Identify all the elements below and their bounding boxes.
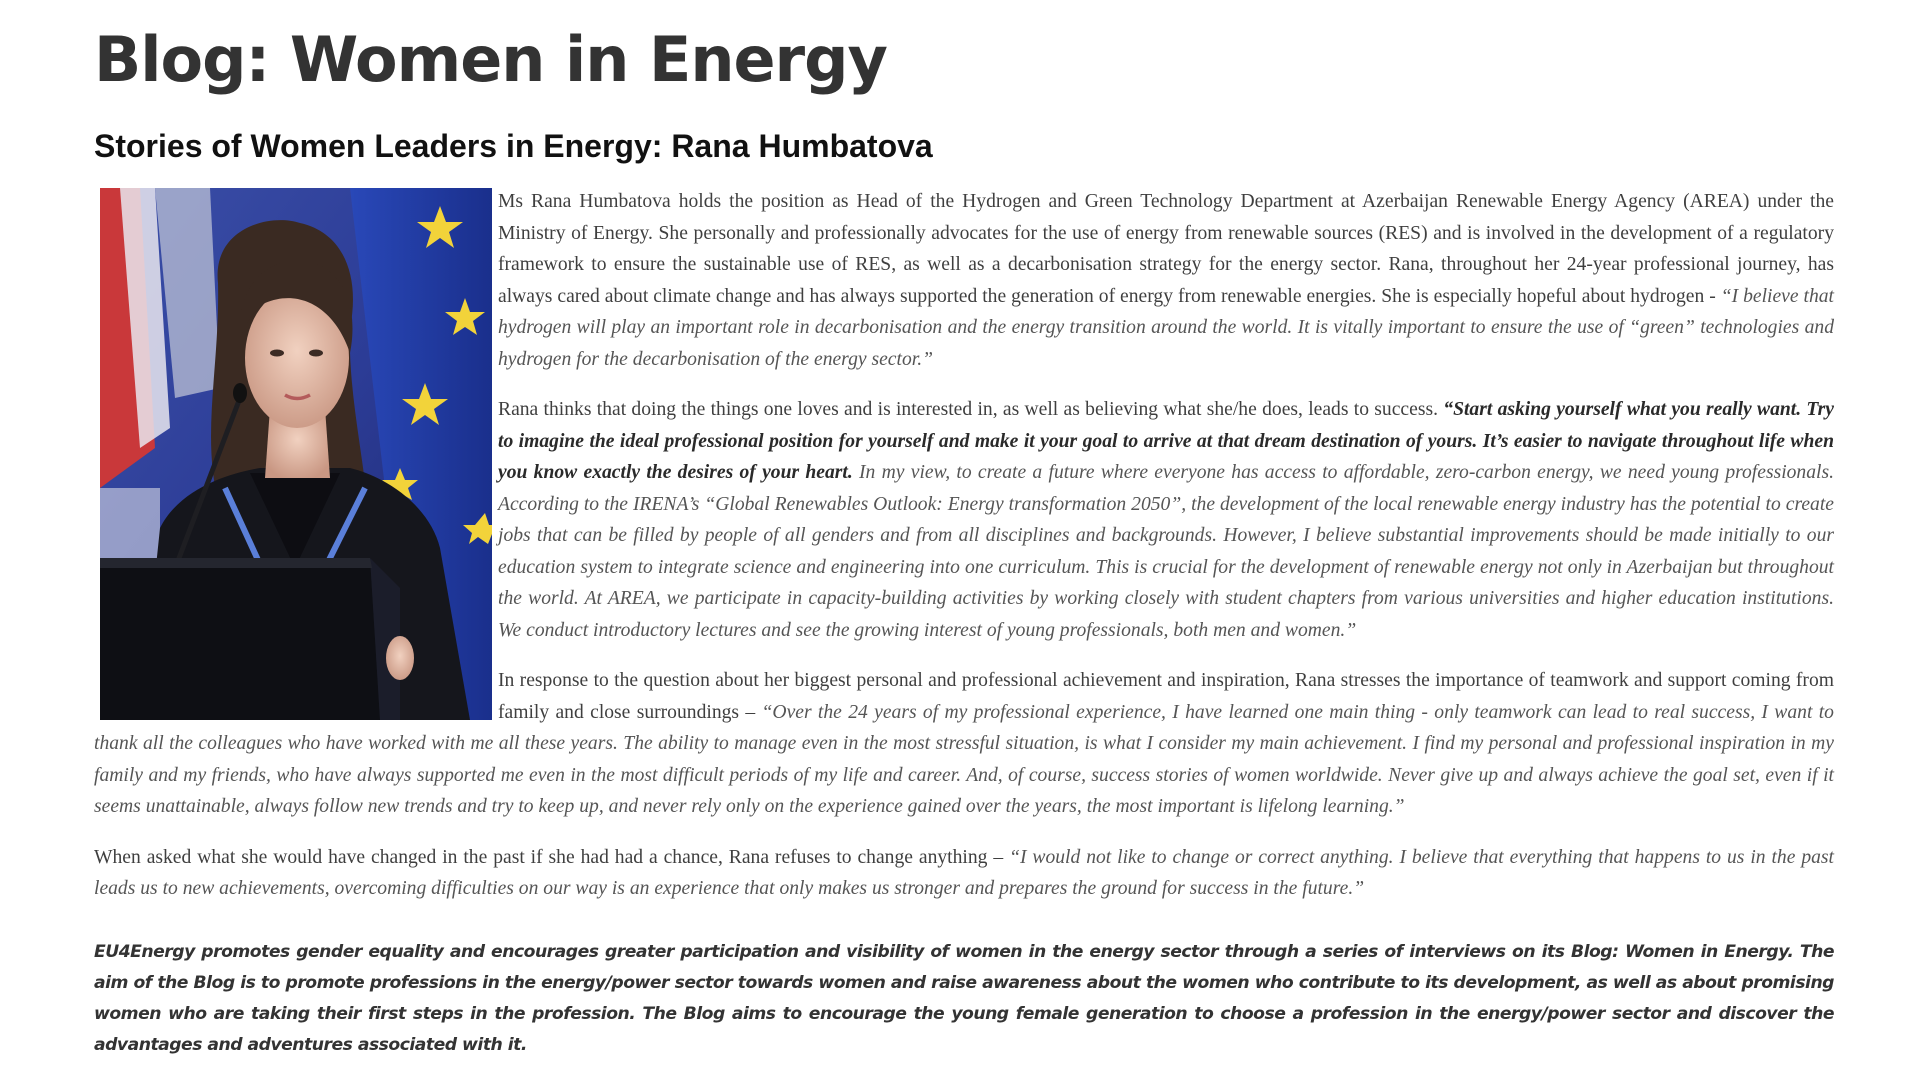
- paragraph-1-text: Ms Rana Humbatova holds the position as Head of the Hydrogen and Green Technology Department at Azerbaijan Renewable Energy Agency (AREA) under the Ministry of Energy. She personally and professionally advocates for the use of energy from renewable sources (RES) and is involved in the development of a regulatory framework to ensure the sustainable use of RES, as well as a decarbonisation strategy for the energy sector. Rana, throughout her 24-year professional journey, has always cared about climate change and has always supported the generation of energy from renewable energies. She is especially hopeful about hydrogen -: [498, 191, 1834, 307]
- paragraph-2-bold-quote: “Start asking yourself what you really want. Try to imagine the ideal professional position for yourself and make it your goal to arrive at that dream destination of yours. It’s easier to navigate throughout life when you know exactly the desires of your heart.: [498, 399, 1834, 483]
- story-title: Stories of Women Leaders in Energy: Rana Humbatova: [94, 128, 933, 164]
- paragraph-2-quote: In my view, to create a future where everyone has access to affordable, zero-carbon energy, we need young professionals. According to the IRENA’s “Global Renewables Outlook: Energy transformation 2050”, the development of the local renewable energy industry has the potential to create jobs that can be filled by people of all genders and from all disciplines and backgrounds. However, I believe substantial improvements should be made initially to our education system to integrate science and engineering into one curriculum. This is crucial for the development of renewable energy not only in Azerbaijan but throughout the world. At AREA, we participate in capacity-building activities by working closely with student chapters from various universities and higher education institutions. We conduct introductory lectures and see the growing interest of young professionals, both men and women.”: [498, 462, 1834, 641]
- paragraph-2-text: Rana thinks that doing the things one loves and is interested in, as well as believing what she/he does, leads to success.: [498, 399, 1444, 420]
- paragraph-3-text: In response to the question about her biggest personal and professional achievement and inspiration, Rana stresses the importance of teamwork and support coming from family and close surroundings –: [498, 670, 1834, 723]
- paragraph-1-quote: “I believe that hydrogen will play an important role in decarbonisation and the energy transition around the world. It is vitally important to ensure the use of “green” technologies and hydrogen for the decarbonisation of the energy sector.”: [498, 285, 1834, 370]
- paragraph-4: [94, 842, 1834, 905]
- paragraph-4-text: When asked what she would have changed in the past if she had had a chance, Rana refuses to change anything –: [94, 846, 1010, 868]
- paragraph-3-quote: “Over the 24 years of my professional experience, I have learned one main thing - only teamwork can lead to real success, I want to thank all the colleagues who have worked with me all these years. The ability to manage even in the most stressful situation, is what I consider my main achievement. I find my personal and professional inspiration in my family and my friends, who have always supported me even in the most difficult periods of my life and career. And, of course, success stories of women worldwide. Never give up and always achieve the goal set, even if it seems unattainable, always follow new trends and try to keep up, and never rely only on the experience gained over the years, the most important is lifelong learning.”: [94, 701, 1834, 817]
- page-title: Blog: Women in Energy: [94, 23, 887, 96]
- blog-footer-note: EU4Energy promotes gender equality and encourages greater participation and visibility of women in the energy sector through a series of interviews on its Blog: Women in Energy. The aim of the Blog is to promote professions in the energy/power sector towards women and raise awareness about the women who contribute to its development, as well as about promising women who are taking their first steps in the profession. The Blog aims to encourage the young female generation to choose a profession in the energy/power sector and discover the advantages and adventures associated with it.: [94, 941, 1834, 1055]
- portrait-photo: [100, 188, 492, 720]
- article-body: [94, 186, 1834, 1061]
- portrait-illustration: [100, 188, 492, 720]
- page-container: [94, 0, 1834, 1061]
- paragraph-4-quote: “I would not like to change or correct anything. I believe that everything that happens to us in the past leads us to new achievements, overcoming difficulties on our way is an experience that only makes us stronger and prepares the ground for success in the future.”: [94, 846, 1834, 899]
